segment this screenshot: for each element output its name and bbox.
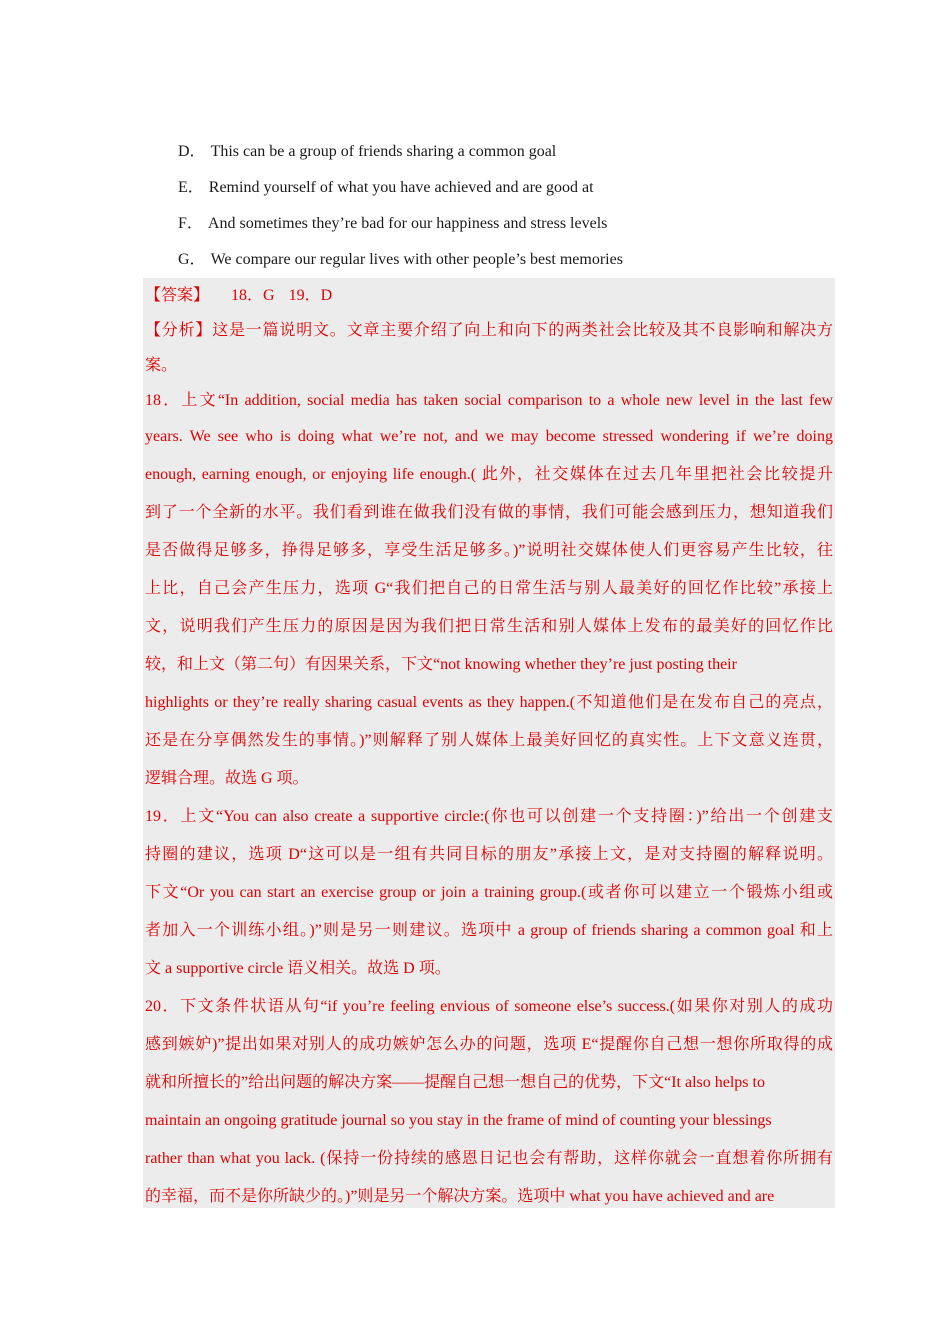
analysis-line: 较，和上文（第二句）有因果关系，下文“not knowing whether they’re just posting their	[145, 656, 737, 673]
analysis-line: 上比，自己会产生压力，选项 G“我们把自己的日常生活与别人最美好的回忆作比较”承接上	[145, 580, 833, 597]
option-text: Remind yourself of what you have achieved and are good at	[208, 179, 594, 196]
analysis-line: 者加入一个训练小组。)”则是另一则建议。选项中 a group of friends sharing a common goal 和上	[145, 922, 833, 939]
option-letter: E．	[178, 179, 204, 196]
option-letter: D．	[178, 143, 206, 160]
analysis-line: 19．上文“You can also create a supportive circle:(你也可以创建一个支持圈：)”给出一个创建支	[145, 808, 833, 825]
analysis-line: 持圈的建议，选项 D“这可以是一组有共同目标的朋友”承接上文，是对支持圈的解释说明。	[145, 846, 833, 863]
analysis-line: 逻辑合理。故选 G 项。	[145, 770, 309, 787]
option-text: We compare our regular lives with other people’s best memories	[210, 251, 623, 268]
option-letter: F．	[178, 215, 203, 232]
analysis-line: enough, earning enough, or enjoying life enough.( 此外，社交媒体在过去几年里把社会比较提升	[145, 466, 833, 483]
option-d	[178, 134, 838, 170]
option-text: And sometimes they’re bad for our happiness and stress levels	[207, 215, 608, 232]
analysis-line: 20．下文条件状语从句“if you’re feeling envious of someone else’s success.(如果你对别人的成功	[145, 998, 833, 1015]
analysis-line: rather than what you lack. (保持一份持续的感恩日记也会有帮助，这样你就会一直想着你所拥有	[145, 1150, 833, 1167]
answer-tag: 【答案】	[145, 287, 210, 304]
option-e	[178, 170, 838, 206]
analysis-line: 18．上文“In addition, social media has taken social comparison to a whole new level in the last few	[145, 392, 833, 409]
analysis-line: 下文“Or you can start an exercise group or join a training group.(或者你可以建立一个锻炼小组或	[145, 884, 833, 901]
answer-19: 19．D	[288, 287, 333, 304]
option-g	[178, 242, 838, 278]
analysis-line: 【分析】这是一篇说明文。文章主要介绍了向上和向下的两类社会比较及其不良影响和解决方	[145, 322, 833, 339]
analysis-line: 是否做得足够多，挣得足够多，享受生活足够多。)”说明社交媒体使人们更容易产生比较，往	[145, 542, 833, 559]
option-f	[178, 206, 838, 242]
analysis-line: 的幸福，而不是你所缺少的。)”则是另一个解决方案。选项中 what you have achieved and are	[145, 1188, 775, 1205]
answer-options	[178, 134, 838, 278]
analysis-line: 案。	[145, 357, 178, 374]
analysis-line: 还是在分享偶然发生的事情。)”则解释了别人媒体上最美好回忆的真实性。上下文意义连贯，	[145, 732, 833, 749]
answer-key	[145, 278, 833, 313]
analysis-line: 感到嫉妒)”提出如果对别人的成功嫉妒怎么办的问题，选项 E“提醒你自己想一想你所取得的成	[145, 1036, 833, 1053]
answer-analysis-panel	[143, 278, 835, 1208]
answer-18: 18．G	[231, 287, 275, 304]
option-letter: G．	[178, 251, 206, 268]
analysis-line: highlights or they’re really sharing casual events as they happen.(不知道他们是在发布自己的亮点，	[145, 694, 833, 711]
analysis-line: 文 a supportive circle 语义相关。故选 D 项。	[145, 960, 451, 977]
option-text: This can be a group of friends sharing a common goal	[210, 143, 557, 160]
analysis-line: 到了一个全新的水平。我们看到谁在做我们没有做的事情，我们可能会感到压力，想知道我们	[145, 504, 833, 521]
analysis-line: years. We see who is doing what we’re not, and we may become stressed wondering if we’re doing	[145, 428, 833, 445]
analysis-line: maintain an ongoing gratitude journal so you stay in the frame of mind of counting your blessings	[145, 1112, 772, 1129]
analysis-line: 文，说明我们产生压力的原因是因为我们把日常生活和别人媒体上发布的最美好的回忆作比	[145, 618, 833, 635]
analysis-line: 就和所擅长的”给出问题的解决方案——提醒自己想一想自己的优势，下文“It also helps to	[145, 1074, 765, 1091]
